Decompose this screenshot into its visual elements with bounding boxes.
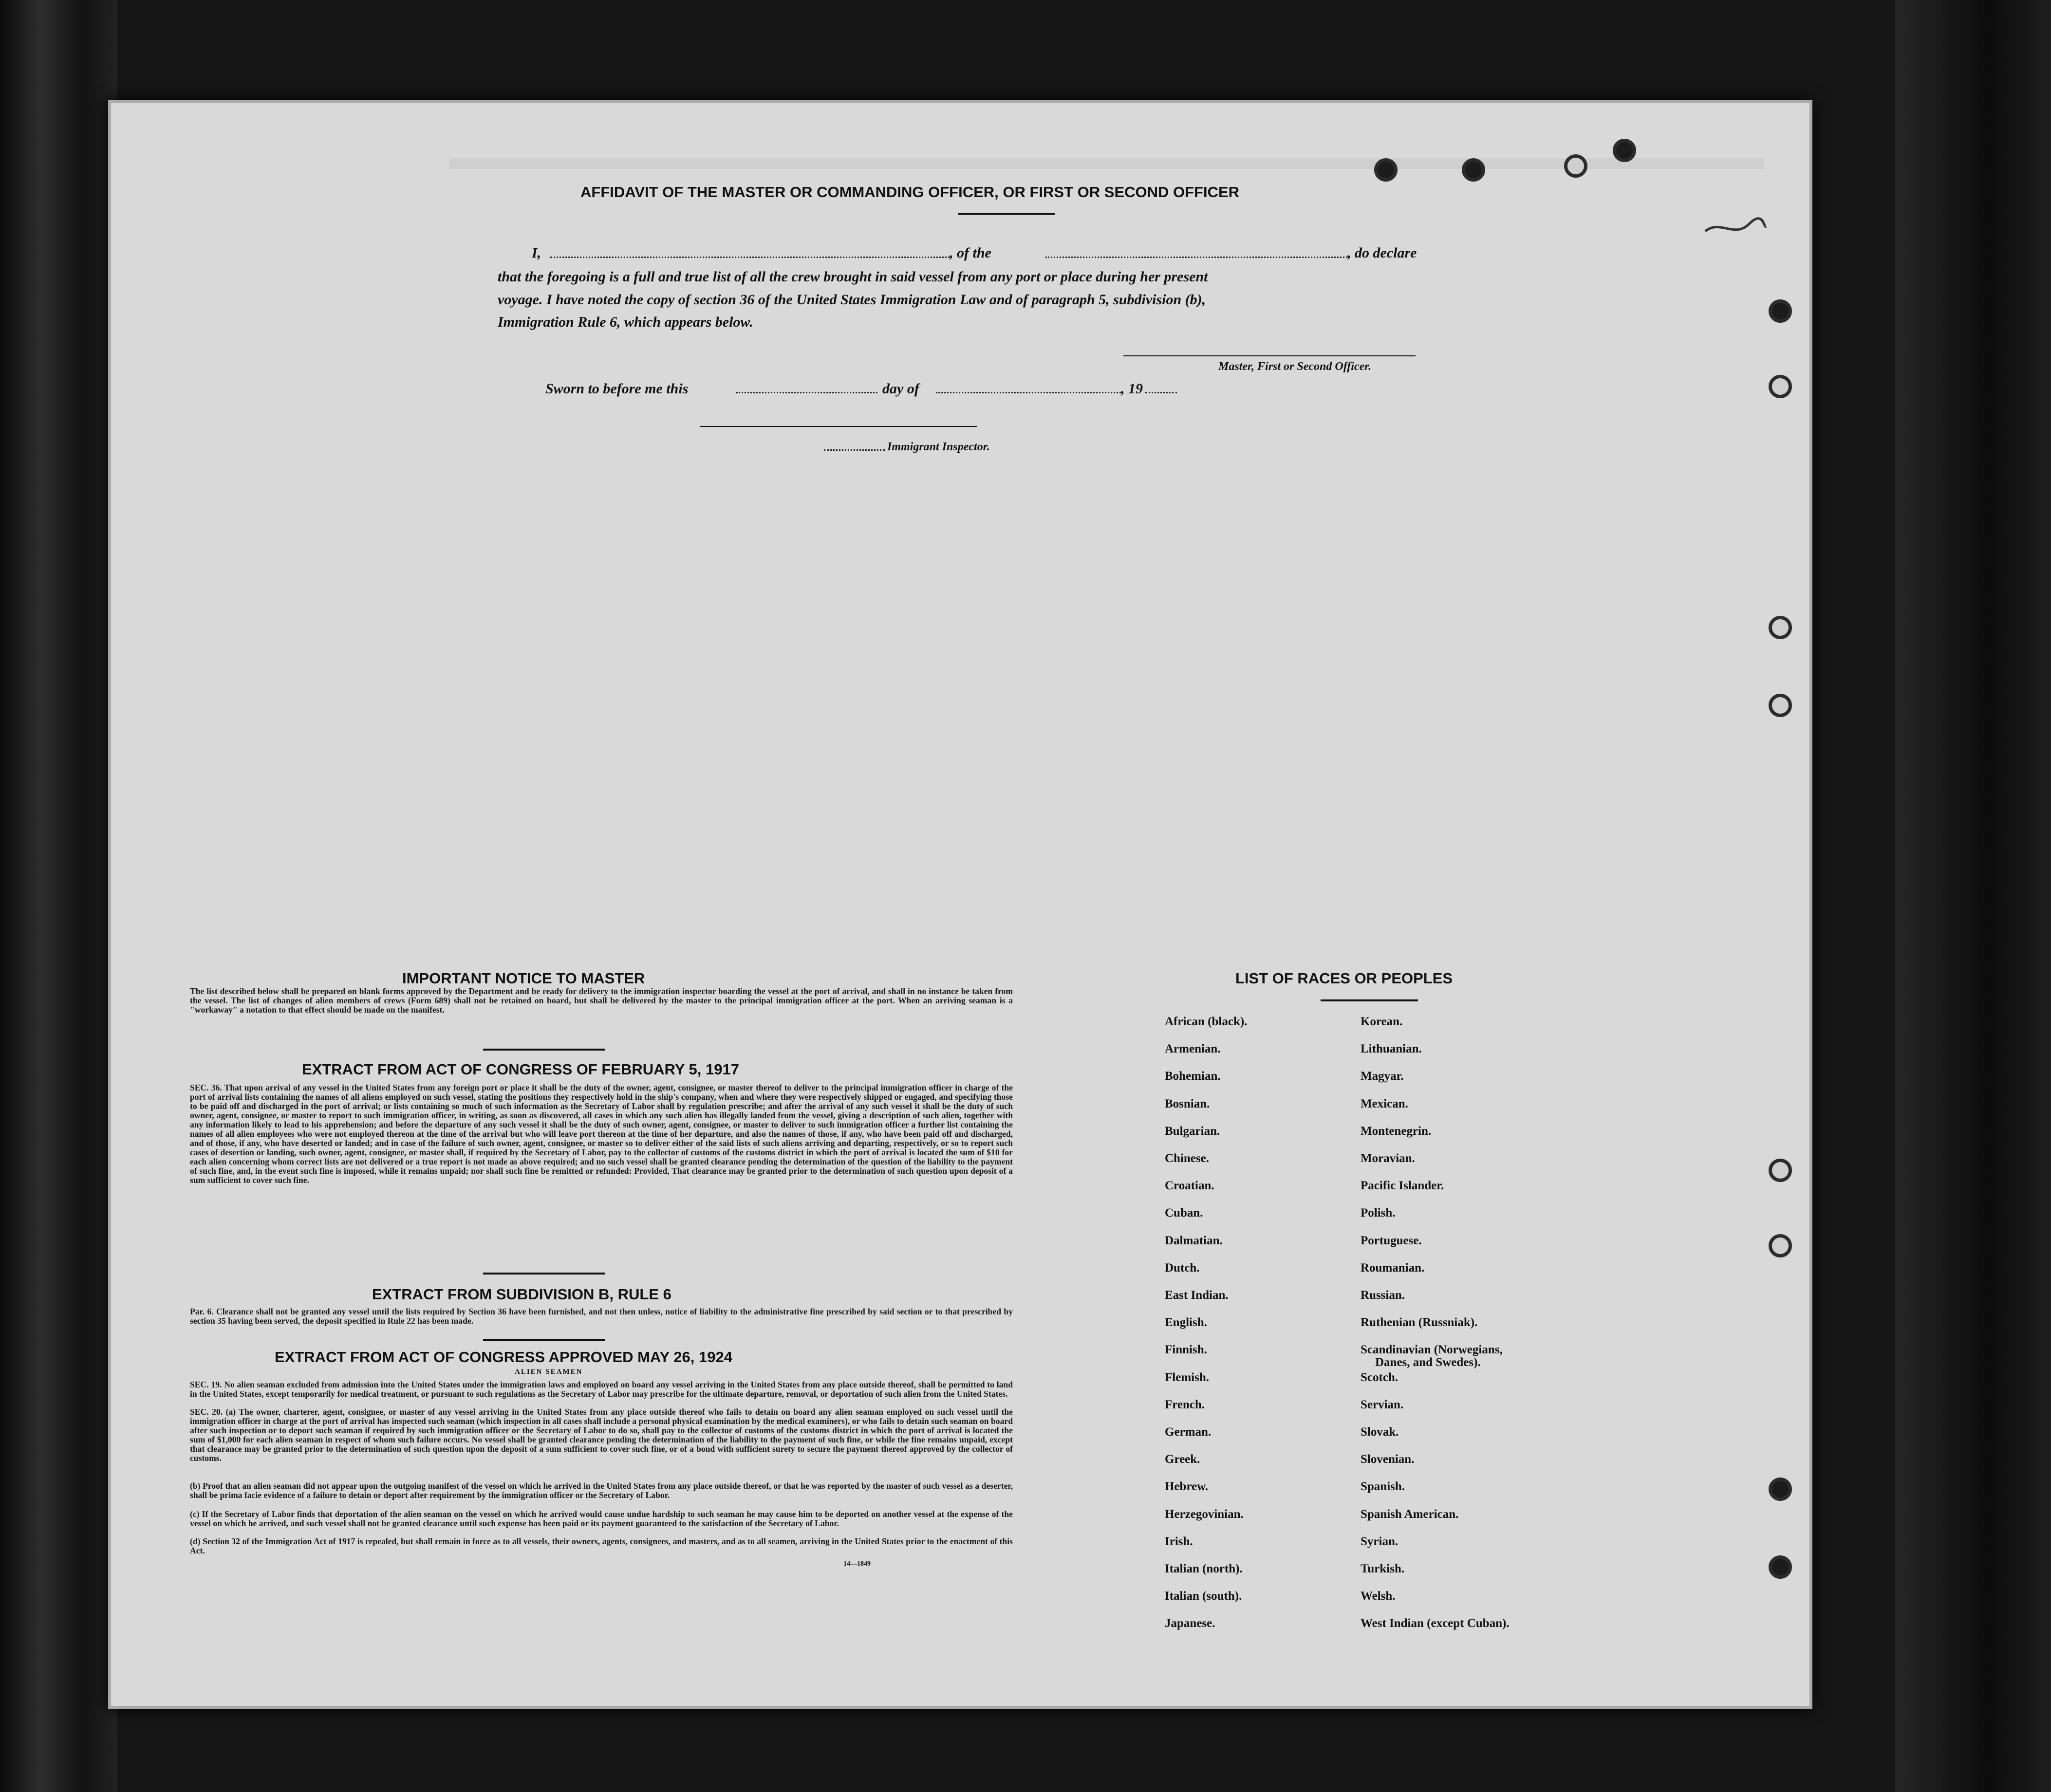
race-item: Flemish. — [1165, 1370, 1209, 1384]
race-item: Polish. — [1361, 1206, 1396, 1220]
race-item: Hebrew. — [1165, 1480, 1209, 1494]
name-field[interactable] — [550, 257, 950, 258]
punch-hole — [1769, 694, 1792, 717]
punch-hole — [1769, 375, 1792, 398]
sec19-text: SEC. 19. No alien seaman excluded from admission into the United States under the immigration laws and employed on board any vessel arriving in the United States from any place outside thereof, shall be permitted to land in the United States, except temporarily for medical treatment, or pursuant to such regulations as the Secretary of Labor may prescribe for the ultimate departure, removal, or deportation of such alien from the United States. — [190, 1380, 1013, 1399]
punch-hole — [1769, 1478, 1792, 1501]
pencil-mark — [1700, 209, 1769, 243]
extract-1917-title: EXTRACT FROM ACT OF CONGRESS OF FEBRUARY 5, 1917 — [302, 1061, 739, 1078]
punch-hole — [1374, 158, 1398, 182]
affidavit-title: AFFIDAVIT OF THE MASTER OR COMMANDING OFFICER, OR FIRST OR SECOND OFFICER — [580, 184, 1240, 201]
race-item: Magyar. — [1361, 1070, 1404, 1083]
notice-title: IMPORTANT NOTICE TO MASTER — [402, 970, 645, 987]
affidavit-i: I, — [532, 245, 541, 261]
race-item: Bulgarian. — [1165, 1124, 1220, 1138]
sec20a-text: SEC. 20. (a) The owner, charterer, agent, consignee, or master of any vessel arriving in the United States from any place outside thereof who fails to detain on board any alien seaman employed on such vessel until the immigration officer in charge at the port of arrival has inspected such seaman (which inspection in all cases shall include a personal physical examination by the medical examiners), or who fails to detain such seaman on board after such inspection or to deport such seaman if required by such immigration officer or the Secretary of Labor to do so, shall pay to the collector of customs of the customs district in which the port of arrival is located the sum of $1,000 for each alien seaman in respect of whom such failure occurs. No vessel shall be granted clearance pending the determination of the liability to the payment of such fine, or while the fine remains unpaid, except that clearance may be granted prior to the determination of such question upon the deposit of a sum sufficient to cover such fine, or of a bond with sufficient surety to secure the payment thereof approved by the collector of customs. — [190, 1407, 1013, 1463]
race-item: Lithuanian. — [1361, 1042, 1422, 1056]
form-number: 14—1849 — [843, 1560, 871, 1568]
race-item: Japanese. — [1165, 1617, 1215, 1630]
race-item: French. — [1165, 1398, 1205, 1411]
sec20b-text: (b) Proof that an alien seaman did not appear upon the outgoing manifest of the vessel on which he arrived in the United States from any place outside thereof, or that he was reported by the master of such vessel as a deserter, shall be prima facie evidence of a failure to detain or deport after requirement by the immigration officer or the Secretary of Labor. — [190, 1481, 1013, 1500]
divider — [483, 1273, 605, 1275]
inspector-label: Immigrant Inspector. — [887, 441, 990, 453]
document-page — [108, 100, 1812, 1709]
race-item: Roumanian. — [1361, 1261, 1425, 1275]
race-item: African (black). — [1165, 1015, 1248, 1028]
divider — [483, 1339, 605, 1341]
affidavit-line: that the foregoing is a full and true list of all the crew brought in said vessel from any port or place during her present — [498, 269, 1208, 285]
race-item: Syrian. — [1361, 1534, 1398, 1548]
sworn-month-field[interactable] — [936, 392, 1121, 393]
rule6-title: EXTRACT FROM SUBDIVISION B, RULE 6 — [372, 1286, 671, 1303]
race-item: Bosnian. — [1165, 1097, 1210, 1110]
race-item: Dutch. — [1165, 1261, 1200, 1275]
punch-hole — [1769, 1159, 1792, 1182]
race-item: Russian. — [1361, 1289, 1405, 1302]
inspector-signature-line[interactable] — [700, 426, 977, 427]
affidavit-do-declare: , do declare — [1347, 245, 1417, 261]
race-item: Cuban. — [1165, 1206, 1203, 1220]
title-underline — [1321, 999, 1418, 1001]
race-item: Moravian. — [1361, 1152, 1415, 1165]
inspector-field[interactable] — [824, 449, 885, 451]
race-item: Greek. — [1165, 1453, 1200, 1466]
notice-text: The list described below shall be prepared on blank forms approved by the Department and be ready for delivery to the immigration inspector boarding the vessel at the port of arrival, and shall in no instance be taken from the vessel. The list of changes of alien members of crews (Form 689) shall not be retained on board, but shall be delivered by the master to the principal immigration officer at the port. When an arriving seaman is a "workaway" a notation to that effect should be made on the manifest. — [190, 986, 1013, 1015]
race-item: Scandinavian (Norwegians, — [1361, 1343, 1503, 1357]
day-of-label: day of — [882, 381, 919, 397]
race-item: Montenegrin. — [1361, 1124, 1432, 1138]
punch-hole — [1613, 139, 1636, 162]
binder-edge-left — [0, 0, 117, 1792]
affidavit-of-the: , of the — [950, 245, 991, 261]
punch-hole — [1769, 299, 1792, 323]
race-item: Italian (south). — [1165, 1589, 1242, 1603]
race-item: Dalmatian. — [1165, 1234, 1223, 1247]
affidavit-line: voyage. I have noted the copy of section 36 of the United States Immigration Law and of paragraph 5, subdivision (b), — [498, 292, 1206, 308]
extract-1917-text: SEC. 36. That upon arrival of any vessel in the United States from any foreign port or place it shall be the duty of the owner, agent, consignee, or master thereof to deliver to the principal immigration officer in charge of the port of arrival lists containing the names of all aliens employed on such vessel, stating the positions they respectively hold in the ship's company, when and where they were respectively shipped or engaged, and specifying those to be paid off and discharged in the port of arrival; or lists containing so much of such information as the Secretary of Labor shall by regulation prescribe; and after the arrival of any such vessel it shall be the duty of such owner, agent, consignee, or master to report to such immigration officer, in writing, as soon as discovered, all cases in which any such alien has illegally landed from the vessel, giving a description of such alien, together with any information likely to lead to his apprehension; and before the departure of any such vessel it shall be the duty of such owner, agent, consignee, or master to deliver to such immigration officer a further list containing the names of all alien employees who were not employed thereon at the time of the arrival but who will leave port thereon at the time of her departure, and also the names of those, if any, who have been paid off and discharged, and of those, if any, who have deserted or landed; and in case of the failure of such owner, agent, consignee, or master so to deliver either of the said lists of such aliens arriving and departing, respectively, or so to report such cases of desertion or landing, such owner, agent, consignee, or master shall, if required by the Secretary of Labor, pay to the collector of customs of the customs district in which the port of arrival is located the sum of $10 for each alien concerning whom correct lists are not delivered or a true report is not made as above required; and no such vessel shall be granted clearance pending the determination of the question of the liability to the payment of such fine, and, in the event such fine is imposed, while it remains unpaid; nor shall such fine be remitted or refunded: Provided, That clearance may be granted prior to the determination of such question upon deposit of a sum sufficient to cover such fine. — [190, 1083, 1013, 1185]
punch-hole — [1462, 158, 1485, 182]
race-item: Herzegovinian. — [1165, 1507, 1244, 1521]
race-item: Korean. — [1361, 1015, 1403, 1028]
sworn-year-field[interactable] — [1145, 392, 1177, 393]
race-item: Irish. — [1165, 1534, 1193, 1548]
sec20d-text: (d) Section 32 of the Immigration Act of 1917 is repealed, but shall remain in force as to all vessels, their owners, agents, consignees, and masters, and as to all seamen, arriving in the United States prior to the enactment of this Act. — [190, 1536, 1013, 1555]
race-item: Scotch. — [1361, 1370, 1398, 1384]
race-item: Chinese. — [1165, 1152, 1209, 1165]
race-item: West Indian (except Cuban). — [1361, 1617, 1510, 1630]
race-item: Danes, and Swedes). — [1375, 1356, 1481, 1369]
race-item: Italian (north). — [1165, 1562, 1243, 1575]
race-item: Finnish. — [1165, 1343, 1207, 1357]
divider — [483, 1049, 605, 1051]
punch-hole — [1769, 1234, 1792, 1257]
punch-hole — [1769, 1555, 1792, 1579]
race-item: Bohemian. — [1165, 1070, 1221, 1083]
race-item: Servian. — [1361, 1398, 1404, 1411]
sec20c-text: (c) If the Secretary of Labor finds that deportation of the alien seaman on the vessel on which he arrived would cause undue hardship to such seaman he may cause him to be deported on another vessel at the expense of the vessel on which he arrived, and such vessel shall not be granted clearance until such expense has been paid or its payment guaranteed to the satisfaction of the Secretary of Labor. — [190, 1509, 1013, 1528]
race-item: German. — [1165, 1425, 1212, 1439]
binder-edge-right — [1895, 0, 2051, 1792]
race-item: Slovak. — [1361, 1425, 1399, 1439]
sworn-label: Sworn to before me this — [545, 381, 689, 397]
extract-1924-title: EXTRACT FROM ACT OF CONGRESS APPROVED MAY 26, 1924 — [275, 1349, 732, 1366]
race-item: Armenian. — [1165, 1042, 1221, 1056]
alien-seamen-subtitle: ALIEN SEAMEN — [515, 1368, 583, 1376]
master-signature-line[interactable] — [1123, 355, 1416, 356]
punch-hole — [1564, 154, 1587, 178]
title-underline — [958, 213, 1055, 215]
race-item: Mexican. — [1361, 1097, 1408, 1110]
race-item: Pacific Islander. — [1361, 1179, 1444, 1193]
race-item: East Indian. — [1165, 1289, 1229, 1302]
year-label: , 19 — [1121, 381, 1143, 397]
race-item: Croatian. — [1165, 1179, 1214, 1193]
punch-hole — [1769, 616, 1792, 639]
sworn-day-field[interactable] — [736, 392, 877, 393]
race-item: Slovenian. — [1361, 1453, 1415, 1466]
race-item: Ruthenian (Russniak). — [1361, 1316, 1478, 1330]
affidavit-line: Immigration Rule 6, which appears below. — [498, 314, 753, 330]
race-item: Portuguese. — [1361, 1234, 1422, 1247]
race-item: Welsh. — [1361, 1589, 1396, 1603]
vessel-field[interactable] — [1045, 257, 1350, 258]
race-item: Turkish. — [1361, 1562, 1405, 1575]
race-item: English. — [1165, 1316, 1207, 1330]
rule6-text: Par. 6. Clearance shall not be granted any vessel until the lists required by Section 36 have been furnished, and not then unless, notice of liability to the administrative fine prescribed by said section or to that prescribed by section 35 having been served, the deposit specified in Rule 22 has been made. — [190, 1307, 1013, 1326]
race-item: Spanish. — [1361, 1480, 1405, 1494]
races-title: LIST OF RACES OR PEOPLES — [1235, 970, 1453, 987]
master-label: Master, First or Second Officer. — [1218, 360, 1372, 373]
race-item: Spanish American. — [1361, 1507, 1459, 1521]
